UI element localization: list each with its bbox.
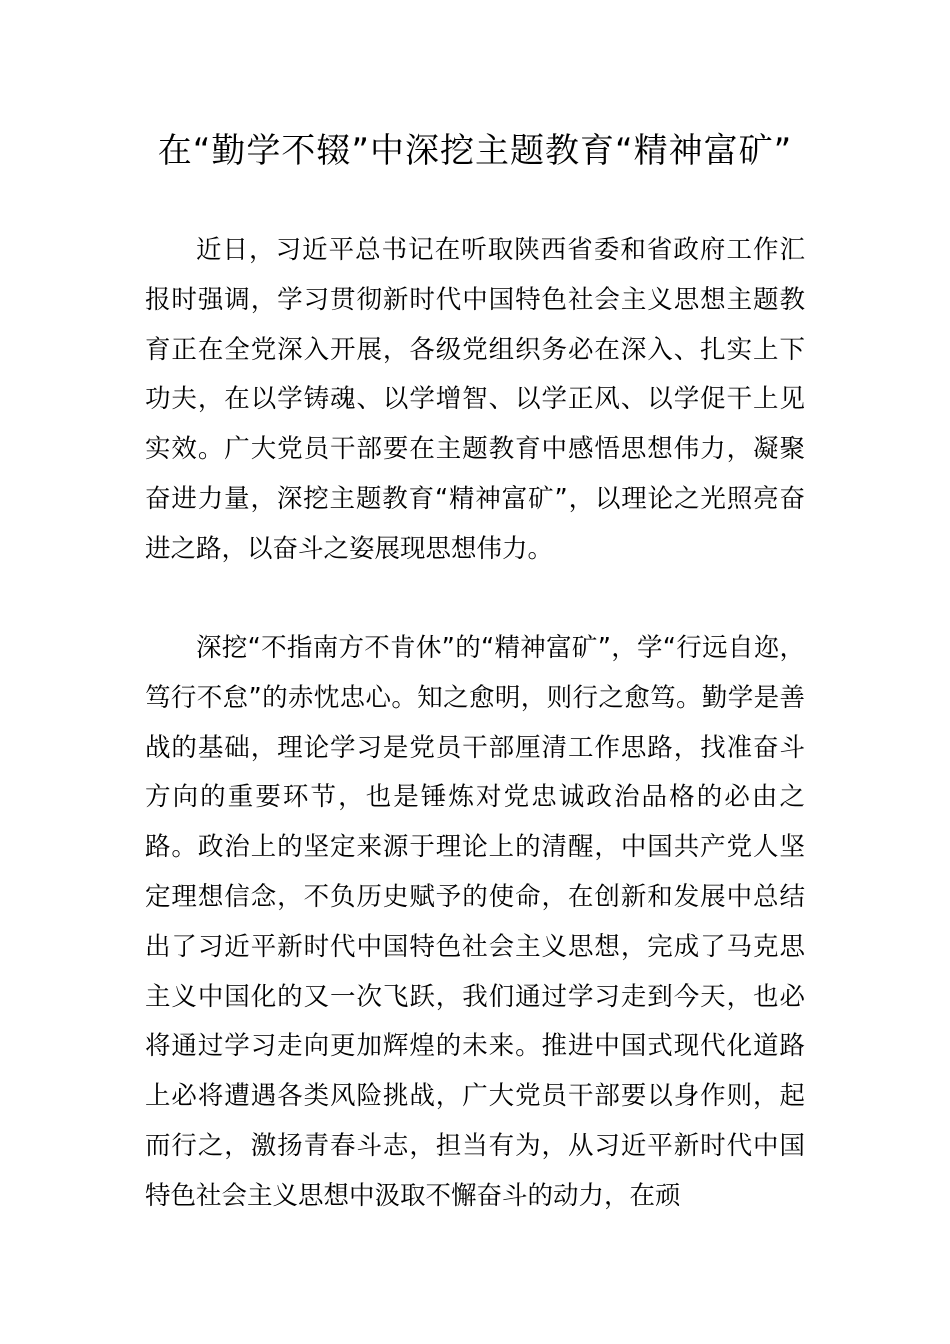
document-title: 在“勤学不辍”中深挖主题教育“精神富矿” bbox=[157, 131, 793, 171]
paragraph-intro: 近日，习近平总书记在听取陕西省委和省政府工作汇报时强调，学习贯彻新时代中国特色社会主义思想主题教育正在全党深入开展，各级党组织务必在深入、扎实上下功夫，在以学铸魂、以学增智、以学正风、以学促干上见实效。广大党员干部要在主题教育中感悟思想伟力，凝聚奋进力量，深挖主题教育“精神富矿”，以理论之光照亮奋进之路，以奋斗之姿展现思想伟力。 bbox=[145, 235, 805, 564]
paragraph-body: 深挖“不指南方不肯休”的“精神富矿”，学“行远自迩，笃行不怠”的赤忱忠心。知之愈明，则行之愈笃。勤学是善战的基础，理论学习是党员干部厘清工作思路，找准奋斗方向的重要环节，也是锤炼对党忠诚政治品格的必由之路。政治上的坚定来源于理论上的清醒，中国共产党人坚定理想信念，不负历史赋予的使命，在创新和发展中总结出了习近平新时代中国特色社会主义思想，完成了马克思主义中国化的又一次飞跃，我们通过学习走到今天，也必将通过学习走向更加辉煌的未来。推进中国式现代化道路上必将遭遇各类风险挑战，广大党员干部要以身作则，起而行之，激扬青春斗志，担当有为，从习近平新时代中国特色社会主义思想中汲取不懈奋斗的动力，在顽 bbox=[145, 633, 805, 1211]
